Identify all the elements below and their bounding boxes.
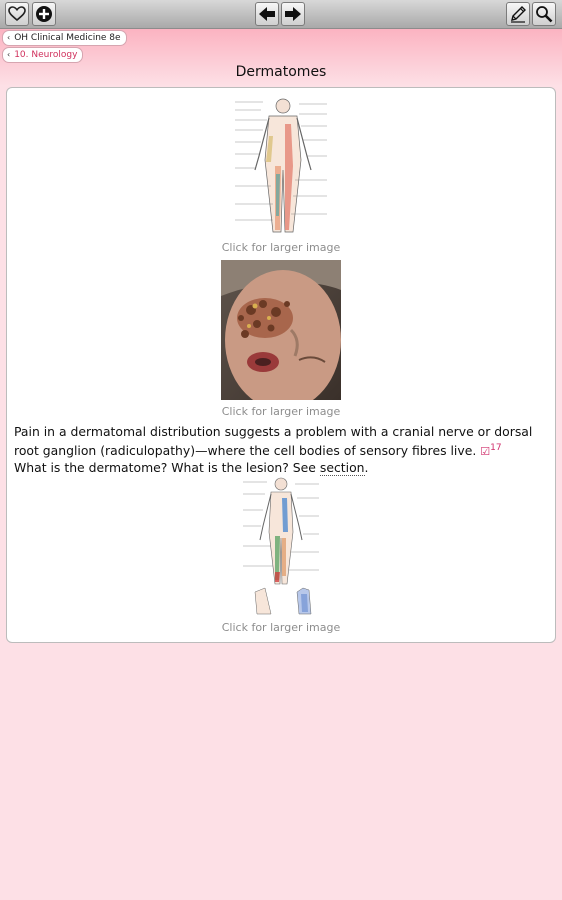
- add-bookmark-button[interactable]: [32, 2, 56, 26]
- figure-caption[interactable]: Click for larger image: [221, 405, 341, 418]
- page-title: Dermatomes: [235, 64, 327, 80]
- forward-button[interactable]: [281, 2, 305, 26]
- back-button[interactable]: [255, 2, 279, 26]
- face-rash-photo-icon: [221, 260, 341, 400]
- figure-dermatome-back[interactable]: [7, 96, 555, 236]
- section-link[interactable]: section: [319, 460, 365, 476]
- dermatome-back-diagram-icon: [233, 96, 329, 236]
- search-button[interactable]: [532, 2, 556, 26]
- body-paragraph: [14, 424, 550, 476]
- breadcrumb-label: OH Clinical Medicine 8e: [14, 33, 121, 43]
- back-arrow-icon: [258, 6, 276, 22]
- forward-arrow-icon: [284, 6, 302, 22]
- breadcrumb-book[interactable]: [2, 30, 127, 46]
- pencil-icon: [509, 5, 527, 23]
- chevron-left-icon: ‹: [7, 50, 11, 59]
- paragraph-text: Pain in a dermatomal distribution suggests a problem with a cranial nerve or dorsal root ganglion (radiculopathy)—where the cell bodies of sensory fibres live.: [14, 424, 533, 459]
- figure-dermatome-front[interactable]: [7, 476, 555, 618]
- add-circle-icon: [35, 5, 53, 23]
- paragraph-text: .: [364, 460, 369, 476]
- annotate-button[interactable]: [506, 2, 530, 26]
- dermatome-front-diagram-icon: [241, 476, 321, 618]
- reference-number[interactable]: 17: [490, 443, 502, 453]
- search-icon: [535, 5, 553, 23]
- toolbar: [0, 0, 562, 29]
- chevron-left-icon: ‹: [7, 33, 11, 42]
- breadcrumb-label: 10. Neurology: [14, 50, 78, 60]
- reference-icon[interactable]: ☑: [480, 445, 491, 459]
- heart-icon: [8, 6, 26, 22]
- figure-face-rash[interactable]: [7, 260, 555, 400]
- paragraph-text: What is the dermatome? What is the lesion? See: [14, 460, 316, 476]
- figure-caption[interactable]: Click for larger image: [221, 241, 341, 254]
- content-card: [6, 87, 556, 643]
- figure-caption[interactable]: Click for larger image: [221, 621, 341, 634]
- favorite-button[interactable]: [5, 2, 29, 26]
- breadcrumb-chapter[interactable]: [2, 47, 83, 63]
